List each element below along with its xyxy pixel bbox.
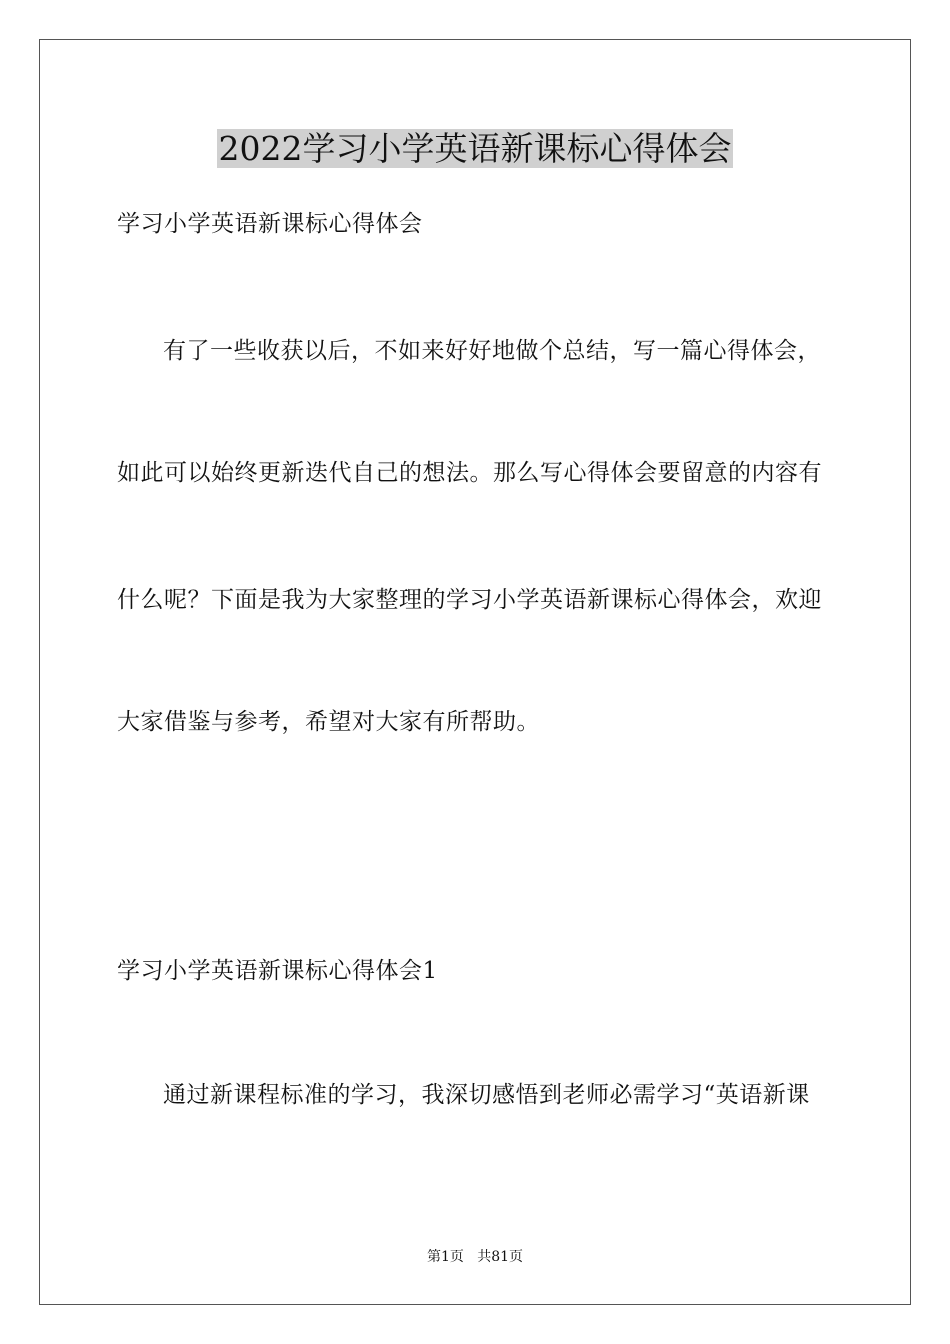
document-subtitle: 学习小学英语新课标心得体会: [117, 211, 423, 237]
paragraph-line: 如此可以始终更新迭代自己的想法。那么写心得体会要留意的内容有: [117, 460, 822, 486]
paragraph-line: 大家借鉴与参考，希望对大家有所帮助。: [117, 709, 540, 735]
page-number-footer: 第1页 共81页: [426, 1249, 524, 1265]
paragraph-line: 通过新课程标准的学习，我深切感悟到老师必需学习“英语新课: [163, 1082, 810, 1108]
document-title: [0, 125, 950, 173]
section-heading: 学习小学英语新课标心得体会1: [117, 958, 438, 984]
paragraph-line: 有了一些收获以后，不如来好好地做个总结，写一篇心得体会，: [163, 338, 821, 364]
document-title-text: 2022学习小学英语新课标心得体会: [218, 129, 732, 168]
paragraph-line: 什么呢？下面是我为大家整理的学习小学英语新课标心得体会，欢迎: [117, 587, 822, 613]
